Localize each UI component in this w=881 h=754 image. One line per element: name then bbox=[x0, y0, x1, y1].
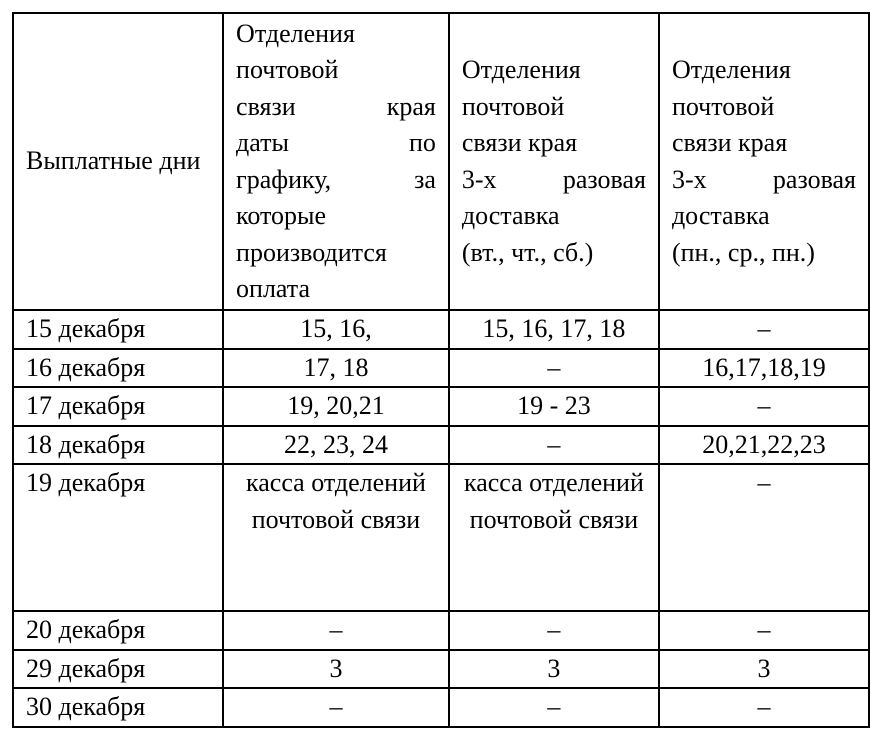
header-line: связи края bbox=[461, 128, 578, 157]
row-schedule-dates: 19, 20,21 bbox=[223, 387, 449, 426]
row-tue-thu-sat: 19 - 23 bbox=[449, 387, 659, 426]
row-mon-wed-mon: 3 bbox=[659, 650, 869, 689]
row-tue-thu-sat: – bbox=[449, 426, 659, 465]
header-line: которые производится bbox=[236, 201, 387, 267]
table-row bbox=[13, 387, 869, 426]
row-tue-thu-sat: – bbox=[449, 611, 659, 650]
row-mon-wed-mon: – bbox=[659, 310, 869, 349]
row-schedule-dates: 22, 23, 24 bbox=[223, 426, 449, 465]
row-schedule-dates: – bbox=[223, 611, 449, 650]
row-tue-thu-sat: – bbox=[449, 688, 659, 727]
header-line: связи края bbox=[236, 91, 436, 121]
schedule-table-wrapper bbox=[12, 12, 870, 728]
table-row bbox=[13, 310, 869, 349]
header-line: связи края bbox=[671, 128, 788, 157]
row-date: 17 декабря bbox=[13, 387, 223, 426]
table-row bbox=[13, 688, 869, 727]
row-date: 20 декабря bbox=[13, 611, 223, 650]
row-mon-wed-mon: – bbox=[659, 464, 869, 611]
header-payment-days-label: Выплатные дни bbox=[26, 146, 201, 176]
row-mon-wed-mon: 20,21,22,23 bbox=[659, 426, 869, 465]
table-row bbox=[13, 650, 869, 689]
row-tue-thu-sat: касса отделений почтовой связи bbox=[449, 464, 659, 611]
header-line: даты по bbox=[236, 128, 436, 157]
header-three-times-delivery-tue-thu-sat bbox=[449, 13, 659, 310]
header-payment-days bbox=[13, 13, 223, 310]
row-date: 29 декабря bbox=[13, 650, 223, 689]
header-line: 3-х разовая bbox=[461, 164, 646, 194]
row-schedule-dates: – bbox=[223, 688, 449, 727]
header-line: (вт., чт., сб.) bbox=[461, 237, 594, 267]
row-schedule-dates: 17, 18 bbox=[223, 349, 449, 388]
row-mon-wed-mon: – bbox=[659, 387, 869, 426]
row-date: 15 декабря bbox=[13, 310, 223, 349]
row-schedule-dates: 3 bbox=[223, 650, 449, 689]
header-line: Отделения почтовой bbox=[236, 18, 355, 84]
table-row bbox=[13, 349, 869, 388]
header-line: Отделения почтовой bbox=[461, 55, 581, 121]
payment-schedule-table bbox=[12, 12, 870, 728]
row-schedule-dates: 15, 16, bbox=[223, 310, 449, 349]
header-line: доставка bbox=[671, 201, 770, 230]
header-line: оплата bbox=[236, 274, 311, 303]
header-line: Отделения почтовой bbox=[671, 55, 791, 121]
header-regional-offices-dates bbox=[223, 13, 449, 310]
row-mon-wed-mon: – bbox=[659, 688, 869, 727]
header-line: 3-х разовая bbox=[671, 164, 856, 194]
row-tue-thu-sat: 3 bbox=[449, 650, 659, 689]
table-row bbox=[13, 464, 869, 611]
row-date: 18 декабря bbox=[13, 426, 223, 465]
row-schedule-dates: касса отделений почтовой связи bbox=[223, 464, 449, 611]
row-date: 16 декабря bbox=[13, 349, 223, 388]
table-header-row bbox=[13, 13, 869, 310]
row-mon-wed-mon: 16,17,18,19 bbox=[659, 349, 869, 388]
row-date: 19 декабря bbox=[13, 464, 223, 611]
row-date: 30 декабря bbox=[13, 688, 223, 727]
header-line: графику, за bbox=[236, 164, 436, 194]
table-row bbox=[13, 611, 869, 650]
row-mon-wed-mon: – bbox=[659, 611, 869, 650]
header-three-times-delivery-mon-wed-mon bbox=[659, 13, 869, 310]
header-line: (пн., ср., пн.) bbox=[671, 237, 815, 267]
table-row bbox=[13, 426, 869, 465]
row-tue-thu-sat: – bbox=[449, 349, 659, 388]
row-tue-thu-sat: 15, 16, 17, 18 bbox=[449, 310, 659, 349]
header-line: доставка bbox=[461, 201, 560, 230]
